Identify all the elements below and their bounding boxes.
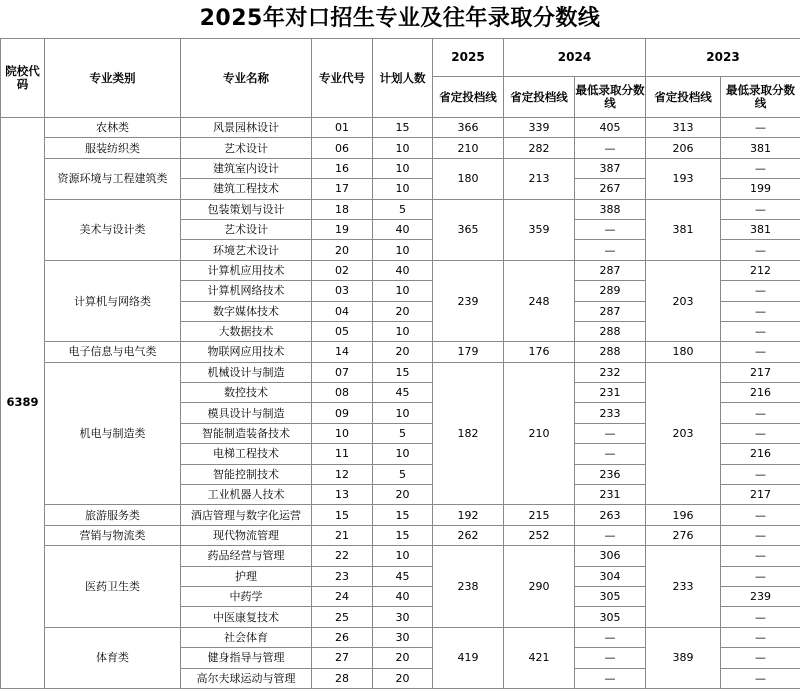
min-2023-cell: — — [721, 668, 800, 688]
plan-cell: 10 — [373, 444, 433, 464]
min-2023-cell: — — [721, 607, 800, 627]
category-cell: 资源环境与工程建筑类 — [45, 158, 181, 199]
code-cell: 17 — [312, 179, 373, 199]
min-2024-cell: 231 — [575, 485, 646, 505]
min-2024-cell: — — [575, 627, 646, 647]
min-2023-cell: — — [721, 464, 800, 484]
code-cell: 16 — [312, 158, 373, 178]
min-2024-cell: — — [575, 423, 646, 443]
major-cell: 建筑室内设计 — [181, 158, 312, 178]
min-2024-cell: — — [575, 138, 646, 158]
code-cell: 19 — [312, 219, 373, 239]
min-2023-cell: — — [721, 566, 800, 586]
code-cell: 03 — [312, 281, 373, 301]
min-2024-cell: 288 — [575, 321, 646, 341]
line-2023-cell: 206 — [646, 138, 721, 158]
code-cell: 04 — [312, 301, 373, 321]
plan-cell: 20 — [373, 301, 433, 321]
min-2023-cell: — — [721, 281, 800, 301]
code-cell: 28 — [312, 668, 373, 688]
min-2024-cell: 388 — [575, 199, 646, 219]
code-cell: 21 — [312, 525, 373, 545]
table-row — [1, 158, 800, 178]
header-year-2023: 2023 — [646, 39, 800, 77]
major-cell: 中医康复技术 — [181, 607, 312, 627]
plan-cell: 5 — [373, 423, 433, 443]
header-min-2023: 最低录取分数线 — [721, 77, 800, 118]
major-cell: 建筑工程技术 — [181, 179, 312, 199]
code-cell: 05 — [312, 321, 373, 341]
header-line-2023: 省定投档线 — [646, 77, 721, 118]
line-2025-cell: 238 — [433, 546, 504, 628]
plan-cell: 40 — [373, 260, 433, 280]
line-2025-cell: 179 — [433, 342, 504, 362]
plan-cell: 15 — [373, 362, 433, 382]
plan-cell: 15 — [373, 525, 433, 545]
min-2024-cell: — — [575, 444, 646, 464]
min-2024-cell: — — [575, 648, 646, 668]
plan-cell: 15 — [373, 505, 433, 525]
plan-cell: 10 — [373, 281, 433, 301]
plan-cell: 20 — [373, 342, 433, 362]
category-cell: 医药卫生类 — [45, 546, 181, 628]
admission-table — [0, 38, 800, 689]
header-line-2024: 省定投档线 — [504, 77, 575, 118]
code-cell: 06 — [312, 138, 373, 158]
major-cell: 艺术设计 — [181, 138, 312, 158]
major-cell: 现代物流管理 — [181, 525, 312, 545]
plan-cell: 10 — [373, 546, 433, 566]
major-cell: 智能制造装备技术 — [181, 423, 312, 443]
table-row — [1, 199, 800, 219]
code-cell: 09 — [312, 403, 373, 423]
min-2024-cell: 232 — [575, 362, 646, 382]
min-2023-cell: 216 — [721, 383, 800, 403]
min-2023-cell: 381 — [721, 219, 800, 239]
table-row — [1, 362, 800, 382]
code-cell: 01 — [312, 118, 373, 138]
major-cell: 工业机器人技术 — [181, 485, 312, 505]
major-cell: 物联网应用技术 — [181, 342, 312, 362]
min-2023-cell: — — [721, 342, 800, 362]
min-2023-cell: — — [721, 627, 800, 647]
plan-cell: 20 — [373, 485, 433, 505]
code-cell: 22 — [312, 546, 373, 566]
major-cell: 计算机网络技术 — [181, 281, 312, 301]
line-2024-cell: 248 — [504, 260, 575, 342]
major-cell: 酒店管理与数字化运营 — [181, 505, 312, 525]
line-2025-cell: 182 — [433, 362, 504, 505]
header-category: 专业类别 — [45, 39, 181, 118]
line-2024-cell: 215 — [504, 505, 575, 525]
category-cell: 农林类 — [45, 118, 181, 138]
table-row — [1, 138, 800, 158]
min-2024-cell: 267 — [575, 179, 646, 199]
major-cell: 数字媒体技术 — [181, 301, 312, 321]
line-2024-cell: 290 — [504, 546, 575, 628]
min-2024-cell: — — [575, 240, 646, 260]
min-2024-cell: — — [575, 219, 646, 239]
code-cell: 18 — [312, 199, 373, 219]
category-cell: 服装纺织类 — [45, 138, 181, 158]
line-2023-cell: 193 — [646, 158, 721, 199]
min-2023-cell: — — [721, 648, 800, 668]
line-2024-cell: 213 — [504, 158, 575, 199]
category-cell: 电子信息与电气类 — [45, 342, 181, 362]
table-row — [1, 260, 800, 280]
line-2024-cell: 359 — [504, 199, 575, 260]
header-school-code: 院校代码 — [1, 39, 45, 118]
major-cell: 模具设计与制造 — [181, 403, 312, 423]
category-cell: 美术与设计类 — [45, 199, 181, 260]
code-cell: 13 — [312, 485, 373, 505]
plan-cell: 15 — [373, 118, 433, 138]
min-2024-cell: 304 — [575, 566, 646, 586]
min-2024-cell: 289 — [575, 281, 646, 301]
code-cell: 15 — [312, 505, 373, 525]
plan-cell: 20 — [373, 648, 433, 668]
code-cell: 02 — [312, 260, 373, 280]
min-2023-cell: — — [721, 240, 800, 260]
plan-cell: 45 — [373, 383, 433, 403]
line-2024-cell: 282 — [504, 138, 575, 158]
category-cell: 营销与物流类 — [45, 525, 181, 545]
min-2023-cell: — — [721, 403, 800, 423]
min-2023-cell: — — [721, 118, 800, 138]
plan-cell: 40 — [373, 219, 433, 239]
code-cell: 07 — [312, 362, 373, 382]
code-cell: 10 — [312, 423, 373, 443]
line-2024-cell: 421 — [504, 627, 575, 688]
header-row-1 — [1, 39, 800, 77]
line-2025-cell: 180 — [433, 158, 504, 199]
min-2023-cell: 239 — [721, 586, 800, 606]
min-2024-cell: 263 — [575, 505, 646, 525]
header-major: 专业名称 — [181, 39, 312, 118]
line-2025-cell: 366 — [433, 118, 504, 138]
plan-cell: 5 — [373, 464, 433, 484]
header-line-2025: 省定投档线 — [433, 77, 504, 118]
min-2023-cell: — — [721, 505, 800, 525]
min-2023-cell: — — [721, 321, 800, 341]
code-cell: 11 — [312, 444, 373, 464]
table-row — [1, 546, 800, 566]
major-cell: 智能控制技术 — [181, 464, 312, 484]
min-2023-cell: — — [721, 301, 800, 321]
min-2024-cell: 287 — [575, 301, 646, 321]
plan-cell: 10 — [373, 179, 433, 199]
plan-cell: 5 — [373, 199, 433, 219]
major-cell: 风景园林设计 — [181, 118, 312, 138]
plan-cell: 10 — [373, 138, 433, 158]
category-cell: 旅游服务类 — [45, 505, 181, 525]
min-2024-cell: 305 — [575, 607, 646, 627]
major-cell: 大数据技术 — [181, 321, 312, 341]
min-2024-cell: 288 — [575, 342, 646, 362]
line-2024-cell: 252 — [504, 525, 575, 545]
min-2023-cell: 381 — [721, 138, 800, 158]
code-cell: 12 — [312, 464, 373, 484]
min-2024-cell: 405 — [575, 118, 646, 138]
table-row — [1, 627, 800, 647]
line-2024-cell: 210 — [504, 362, 575, 505]
line-2024-cell: 339 — [504, 118, 575, 138]
line-2023-cell: 276 — [646, 525, 721, 545]
header-year-2025: 2025 — [433, 39, 504, 77]
major-cell: 计算机应用技术 — [181, 260, 312, 280]
line-2025-cell: 192 — [433, 505, 504, 525]
code-cell: 27 — [312, 648, 373, 668]
plan-cell: 10 — [373, 158, 433, 178]
header-plan: 计划人数 — [373, 39, 433, 118]
header-year-2024: 2024 — [504, 39, 646, 77]
major-cell: 药品经营与管理 — [181, 546, 312, 566]
plan-cell: 30 — [373, 627, 433, 647]
line-2023-cell: 389 — [646, 627, 721, 688]
major-cell: 艺术设计 — [181, 219, 312, 239]
school-code-cell: 6389 — [1, 118, 45, 689]
major-cell: 社会体育 — [181, 627, 312, 647]
plan-cell: 30 — [373, 607, 433, 627]
line-2025-cell: 262 — [433, 525, 504, 545]
major-cell: 护理 — [181, 566, 312, 586]
major-cell: 电梯工程技术 — [181, 444, 312, 464]
code-cell: 08 — [312, 383, 373, 403]
major-cell: 包装策划与设计 — [181, 199, 312, 219]
line-2023-cell: 381 — [646, 199, 721, 260]
min-2024-cell: 231 — [575, 383, 646, 403]
min-2023-cell: 212 — [721, 260, 800, 280]
min-2023-cell: — — [721, 199, 800, 219]
major-cell: 高尔夫球运动与管理 — [181, 668, 312, 688]
major-cell: 中药学 — [181, 586, 312, 606]
table-row — [1, 342, 800, 362]
major-cell: 数控技术 — [181, 383, 312, 403]
min-2023-cell: — — [721, 546, 800, 566]
plan-cell: 10 — [373, 240, 433, 260]
plan-cell: 20 — [373, 668, 433, 688]
min-2023-cell: 199 — [721, 179, 800, 199]
plan-cell: 10 — [373, 403, 433, 423]
major-cell: 健身指导与管理 — [181, 648, 312, 668]
plan-cell: 10 — [373, 321, 433, 341]
code-cell: 24 — [312, 586, 373, 606]
line-2023-cell: 203 — [646, 362, 721, 505]
min-2024-cell: 287 — [575, 260, 646, 280]
header-code: 专业代号 — [312, 39, 373, 118]
min-2024-cell: 236 — [575, 464, 646, 484]
header-min-2024: 最低录取分数线 — [575, 77, 646, 118]
code-cell: 26 — [312, 627, 373, 647]
line-2023-cell: 233 — [646, 546, 721, 628]
table-row — [1, 118, 800, 138]
table-row — [1, 525, 800, 545]
plan-cell: 40 — [373, 586, 433, 606]
min-2024-cell: 305 — [575, 586, 646, 606]
min-2023-cell: 217 — [721, 362, 800, 382]
line-2023-cell: 180 — [646, 342, 721, 362]
min-2023-cell: — — [721, 423, 800, 443]
min-2024-cell: 233 — [575, 403, 646, 423]
code-cell: 23 — [312, 566, 373, 586]
line-2025-cell: 419 — [433, 627, 504, 688]
table-row — [1, 505, 800, 525]
line-2023-cell: 196 — [646, 505, 721, 525]
code-cell: 14 — [312, 342, 373, 362]
min-2023-cell: — — [721, 525, 800, 545]
major-cell: 机械设计与制造 — [181, 362, 312, 382]
line-2024-cell: 176 — [504, 342, 575, 362]
min-2024-cell: 306 — [575, 546, 646, 566]
line-2023-cell: 313 — [646, 118, 721, 138]
min-2023-cell: 217 — [721, 485, 800, 505]
min-2024-cell: — — [575, 668, 646, 688]
category-cell: 计算机与网络类 — [45, 260, 181, 342]
major-cell: 环境艺术设计 — [181, 240, 312, 260]
category-cell: 体育类 — [45, 627, 181, 688]
min-2023-cell: — — [721, 158, 800, 178]
line-2025-cell: 365 — [433, 199, 504, 260]
code-cell: 20 — [312, 240, 373, 260]
min-2023-cell: 216 — [721, 444, 800, 464]
line-2025-cell: 210 — [433, 138, 504, 158]
page-title: 2025年对口招生专业及往年录取分数线 — [199, 6, 601, 31]
line-2025-cell: 239 — [433, 260, 504, 342]
category-cell: 机电与制造类 — [45, 362, 181, 505]
code-cell: 25 — [312, 607, 373, 627]
min-2024-cell: — — [575, 525, 646, 545]
plan-cell: 45 — [373, 566, 433, 586]
min-2024-cell: 387 — [575, 158, 646, 178]
line-2023-cell: 203 — [646, 260, 721, 342]
